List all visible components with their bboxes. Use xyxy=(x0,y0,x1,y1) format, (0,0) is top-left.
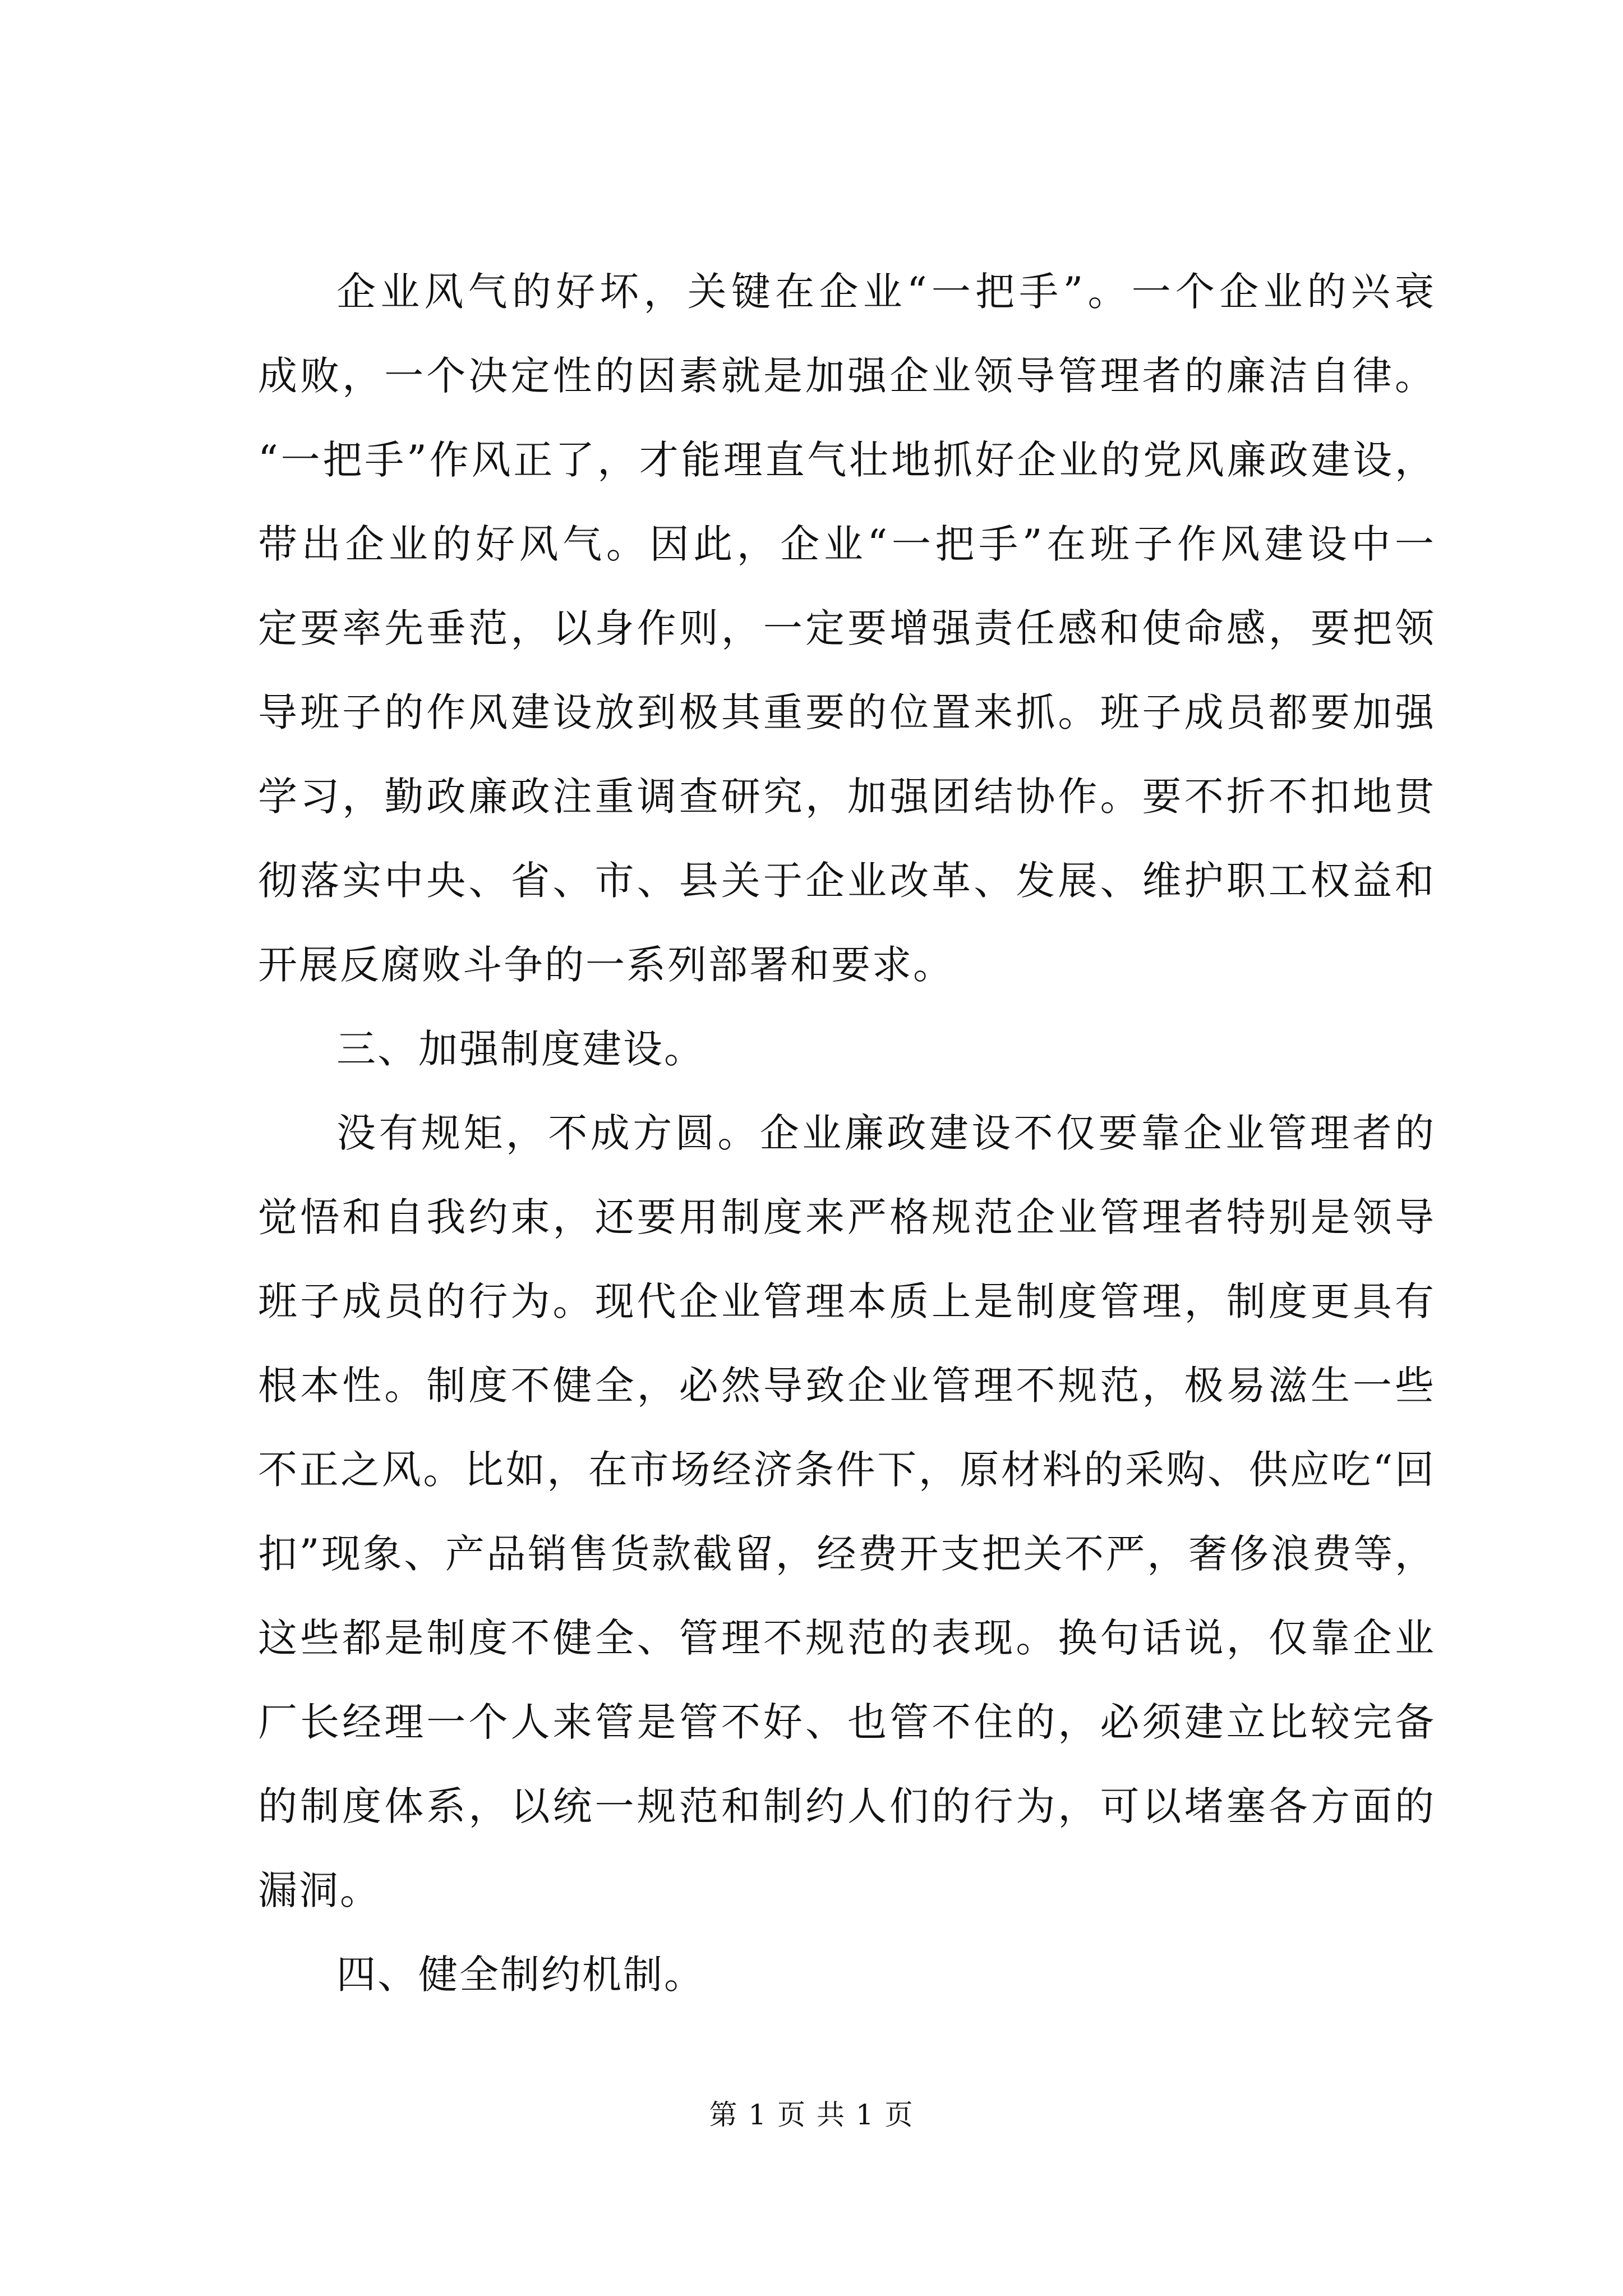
body-text-line: 根本性。制度不健全，必然导致企业管理不规范，极易滋生一些 xyxy=(258,1363,1436,1409)
body-text-line: 开展反腐败斗争的一系列部署和要求。 xyxy=(258,942,954,988)
section-heading: 三、加强制度建设。 xyxy=(336,1026,705,1072)
body-text-line: 觉悟和自我约束，还要用制度来严格规范企业管理者特别是领导 xyxy=(258,1194,1436,1240)
body-text-line: 这些都是制度不健全、管理不规范的表现。换句话说，仅靠企业 xyxy=(258,1615,1436,1661)
body-text-line: 没有规矩，不成方圆。企业廉政建设不仅要靠企业管理者的 xyxy=(336,1110,1436,1156)
body-text-line: “一把手”作风正了，才能理直气壮地抓好企业的党风廉政建设， xyxy=(258,437,1436,483)
body-text-line: 漏洞。 xyxy=(258,1867,381,1913)
body-text-line: 定要率先垂范，以身作则，一定要增强责任感和使命感，要把领 xyxy=(258,605,1436,651)
body-text-line: 厂长经理一个人来管是管不好、也管不住的，必须建立比较完备 xyxy=(258,1699,1436,1745)
body-text-line: 扣”现象、产品销售货款截留，经费开支把关不严，奢侈浪费等， xyxy=(258,1531,1436,1577)
page-footer: 第 1 页 共 1 页 xyxy=(709,2099,914,2131)
body-text-line: 的制度体系，以统一规范和制约人们的行为，可以堵塞各方面的 xyxy=(258,1783,1436,1829)
body-text-line: 不正之风。比如，在市场经济条件下，原材料的采购、供应吃“回 xyxy=(258,1447,1436,1493)
body-text-line: 班子成员的行为。现代企业管理本质上是制度管理，制度更具有 xyxy=(258,1278,1436,1324)
body-text-line: 企业风气的好坏，关键在企业“一把手”。一个企业的兴衰 xyxy=(336,269,1436,315)
body-text-line: 带出企业的好风气。因此，企业“一把手”在班子作风建设中一 xyxy=(258,521,1436,567)
body-text-line: 彻落实中央、省、市、县关于企业改革、发展、维护职工权益和 xyxy=(258,858,1436,904)
body-text-line: 成败，一个决定性的因素就是加强企业领导管理者的廉洁自律。 xyxy=(258,353,1436,399)
body-text-line: 学习，勤政廉政注重调查研究，加强团结协作。要不折不扣地贯 xyxy=(258,774,1436,820)
body-text-line: 导班子的作风建设放到极其重要的位置来抓。班子成员都要加强 xyxy=(258,689,1436,735)
section-heading: 四、健全制约机制。 xyxy=(336,1952,705,1998)
